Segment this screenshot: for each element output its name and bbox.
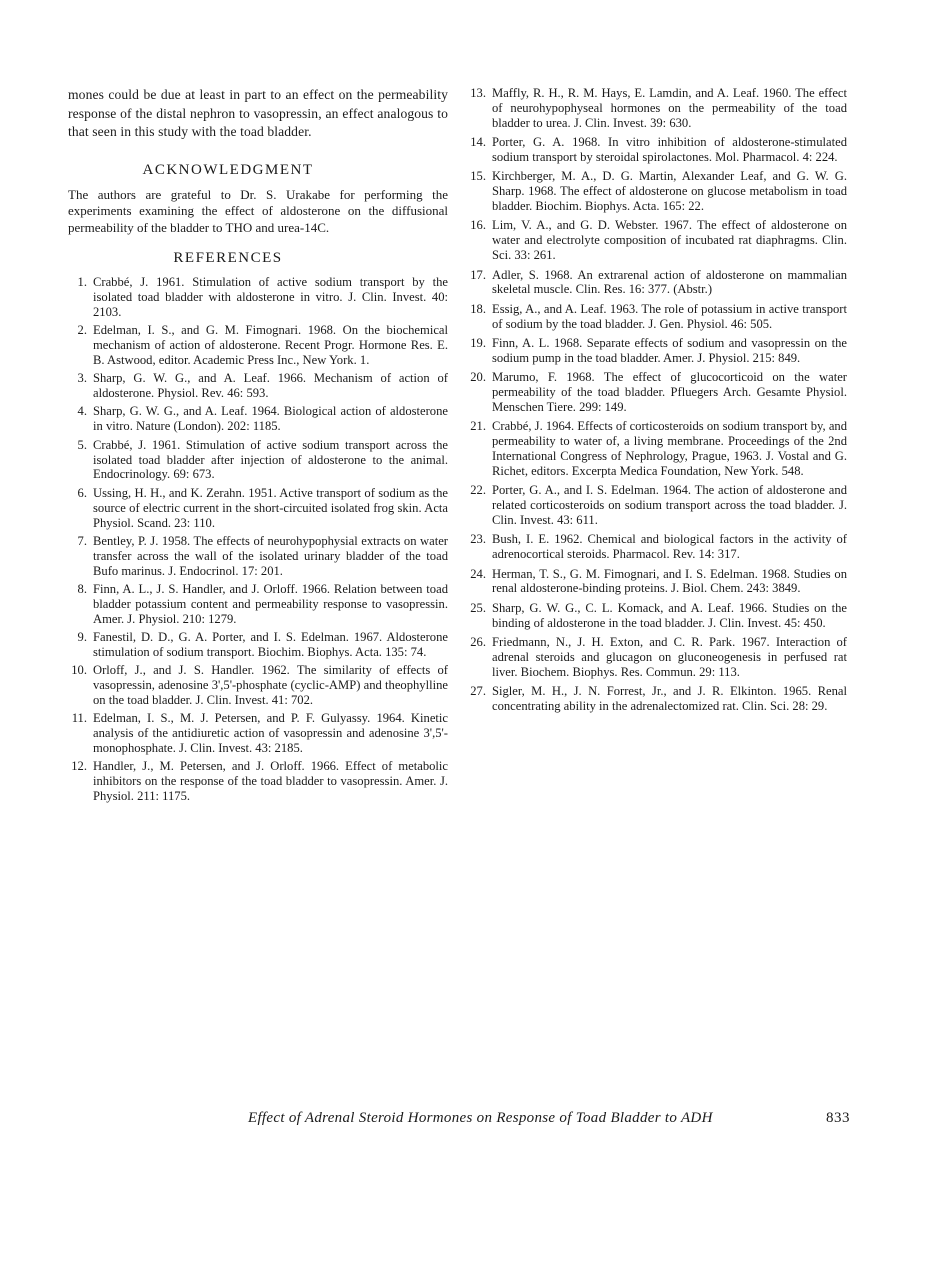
reference-text: Porter, G. A., and I. S. Edelman. 1964. The action of aldosterone and related corticosteroids on sodium transport across the toad bladder. J. Clin. Invest. 43: 611. [492,483,847,528]
reference-text: Adler, S. 1968. An extrarenal action of aldosterone on mammalian skeletal muscle. Clin. Res. 16: 377. (Abstr.) [492,267,847,297]
reference-text: Crabbé, J. 1961. Stimulation of active sodium transport by the isolated toad bladder with aldosterone in vitro. J. Clin. Invest. 40: 2103. [93,275,448,319]
reference-item [467,268,847,298]
reference-item [467,218,847,263]
reference-item [467,635,847,680]
reference-number: 26. [470,634,486,649]
reference-item [68,759,448,804]
page-number: 833 [826,1110,850,1126]
reference-number: 10. [71,663,87,678]
reference-text: Sharp, G. W. G., and A. Leaf. 1964. Biological action of aldosterone in vitro. Nature (London). 202: 1185. [93,404,448,434]
reference-number: 14. [470,135,486,150]
reference-item [68,711,448,756]
reference-item [467,684,847,714]
running-title: Effect of Adrenal Steroid Hormones on Response of Toad Bladder to ADH [248,1110,713,1126]
reference-text: Porter, G. A. 1968. In vitro inhibition of aldosterone-stimulated sodium transport by steroidal spirolactones. Mol. Pharmacol. 4: 224. [492,135,847,165]
reference-item [467,532,847,562]
reference-text: Finn, A. L., J. S. Handler, and J. Orloff. 1966. Relation between toad bladder potassium content and permeability response to vasopressin. Amer. J. Physiol. 210: 1279. [93,581,448,626]
reference-number: 27. [470,684,486,699]
reference-text: Handler, J., M. Petersen, and J. Orloff. 1966. Effect of metabolic inhibitors on the response of the toad bladder to vasopressin. Amer. J. Physiol. 211: 1175. [93,759,448,804]
intro-paragraph: mones could be due at least in part to an effect on the permeability response of the distal nephron to vasopressin, an effect analogous to that seen in this study with the toad bladder. [68,87,448,139]
reference-text: Crabbé, J. 1961. Stimulation of active sodium transport across the isolated toad bladder after injection of aldosterone to the animal. Endocrinology. 69: 673. [93,437,448,482]
reference-number: 12. [71,759,87,774]
reference-number: 8. [77,581,87,596]
reference-text: Ussing, H. H., and K. Zerahn. 1951. Active transport of sodium as the source of electric current in the short-circuited isolated frog skin. Acta Physiol. Scand. 23: 110. [93,485,448,530]
reference-number: 11. [71,711,87,726]
reference-item [467,86,847,131]
reference-item [68,323,448,368]
reference-number: 9. [77,630,87,645]
acknowledgment-text: The authors are grateful to Dr. S. Urakabe for performing the experiments examining the effect of aldosterone on the diffusional permeability of the bladder to THO and urea-14C. [68,186,448,235]
reference-item [467,169,847,214]
reference-number: 3. [77,371,87,386]
reference-item [68,438,448,483]
reference-item [467,601,847,631]
reference-item [68,486,448,531]
reference-text: Sharp, G. W. G., C. L. Komack, and A. Leaf. 1966. Studies on the binding of aldosterone in the toad bladder. J. Clin. Invest. 45: 450. [492,600,847,630]
reference-number: 18. [470,301,486,316]
acknowledgment-heading: ACKNOWLEDGMENT [142,161,314,178]
reference-text: Essig, A., and A. Leaf. 1963. The role of potassium in active transport of sodium by the toad bladder. J. Gen. Physiol. 46: 505. [492,301,847,331]
reference-number: 17. [470,267,486,282]
reference-item [68,582,448,627]
left-column [68,86,448,808]
reference-text: Maffly, R. H., R. M. Hays, E. Lamdin, and A. Leaf. 1960. The effect of neurohypophyseal hormones on the permeability of the toad bladder to urea. J. Clin. Invest. 39: 630. [492,86,847,130]
reference-number: 13. [470,86,486,100]
reference-text: Edelman, I. S., M. J. Petersen, and P. F. Gulyassy. 1964. Kinetic analysis of the antidiuretic action of vasopressin and adenosine 3',5'-monophosphate. J. Clin. Invest. 43: 2185. [93,711,448,756]
reference-number: 6. [77,485,87,500]
reference-text: Bentley, P. J. 1958. The effects of neurohypophysial extracts on water transfer across the wall of the isolated urinary bladder of the toad Bufo marinus. J. Endocrinol. 17: 201. [93,533,448,578]
reference-item [68,404,448,434]
reference-item [467,302,847,332]
reference-text: Bush, I. E. 1962. Chemical and biological factors in the activity of adrenocortical steroids. Pharmacol. Rev. 14: 317. [492,532,847,562]
reference-number: 2. [77,323,87,338]
reference-number: 25. [470,600,486,615]
reference-text: Sigler, M. H., J. N. Forrest, Jr., and J. R. Elkinton. 1965. Renal concentrating ability in the adrenalectomized rat. Clin. Sci. 28: 29. [492,684,847,713]
reference-item [467,135,847,165]
reference-number: 1. [77,275,87,289]
reference-text: Finn, A. L. 1968. Separate effects of sodium and vasopressin on the sodium pump in the toad bladder. Amer. J. Physiol. 215: 849. [492,335,847,365]
reference-number: 22. [470,483,486,498]
reference-number: 20. [470,370,486,385]
reference-item [68,275,448,320]
reference-item [68,534,448,579]
reference-number: 15. [470,169,486,184]
references-heading: REFERENCES [173,250,283,266]
reference-number: 16. [470,218,486,233]
reference-text: Orloff, J., and J. S. Handler. 1962. The similarity of effects of vasopressin, adenosine 3',5'-phosphate (cyclic-AMP) and theophylline on the toad bladder. J. Clin. Invest. 41: 702. [93,663,448,708]
reference-text: Marumo, F. 1968. The effect of glucocorticoid on the water permeability of the toad bladder. Pfluegers Arch. Gesamte Physiol. Menschen Tiere. 299: 149. [492,370,847,414]
reference-number: 5. [77,437,87,452]
reference-item [467,483,847,528]
reference-text: Kirchberger, M. A., D. G. Martin, Alexander Leaf, and G. W. G. Sharp. 1968. The effect of aldosterone on glucose metabolism in toad bladder. Biochim. Biophys. Acta. 165: 22. [492,169,847,214]
right-column [467,86,847,718]
reference-list-right [467,86,847,714]
reference-number: 19. [470,335,486,350]
reference-item [68,371,448,401]
reference-number: 7. [77,533,87,548]
reference-item [467,419,847,479]
reference-item [68,630,448,660]
reference-number: 24. [470,566,486,581]
reference-text: Crabbé, J. 1964. Effects of corticosteroids on sodium transport by, and permeability to water of, a living membrane. Proceedings of the 2nd International Congress of Nephrology, Prague, 1963. J. Vostal and G. Richet, editors. Excerpta Medica Foundation, New York. 548. [492,419,848,478]
reference-text: Fanestil, D. D., G. A. Porter, and I. S. Edelman. 1967. Aldosterone stimulation of sodium transport. Biochim. Biophys. Acta. 135: 74. [93,630,448,659]
reference-text: Edelman, I. S., and G. M. Fimognari. 1968. On the biochemical mechanism of action of aldosterone. Recent Progr. Hormone Res. E. B. Astwood, editor. Academic Press Inc., New York. 1. [93,323,448,367]
reference-item [467,567,847,597]
reference-item [467,336,847,366]
reference-number: 21. [470,419,486,434]
reference-list-left [68,275,448,804]
reference-text: Friedmann, N., J. H. Exton, and C. R. Park. 1967. Interaction of adrenal steroids and glucagon on gluconeogenesis in perfused rat liver. Biochem. Biophys. Res. Commun. 29: 113. [492,634,847,679]
reference-item [68,663,448,708]
page-footer [248,1110,850,1127]
reference-number: 23. [470,532,486,547]
reference-text: Herman, T. S., G. M. Fimognari, and I. S. Edelman. 1968. Studies on renal aldosterone-binding proteins. J. Biol. Chem. 243: 3849. [492,566,847,596]
reference-text: Lim, V. A., and G. D. Webster. 1967. The effect of aldosterone on water and electrolyte composition of incubated rat diaphragms. Clin. Sci. 33: 261. [492,218,847,263]
reference-text: Sharp, G. W. G., and A. Leaf. 1966. Mechanism of action of aldosterone. Physiol. Rev. 46: 593. [93,371,448,401]
reference-item [467,370,847,415]
reference-number: 4. [77,404,87,419]
